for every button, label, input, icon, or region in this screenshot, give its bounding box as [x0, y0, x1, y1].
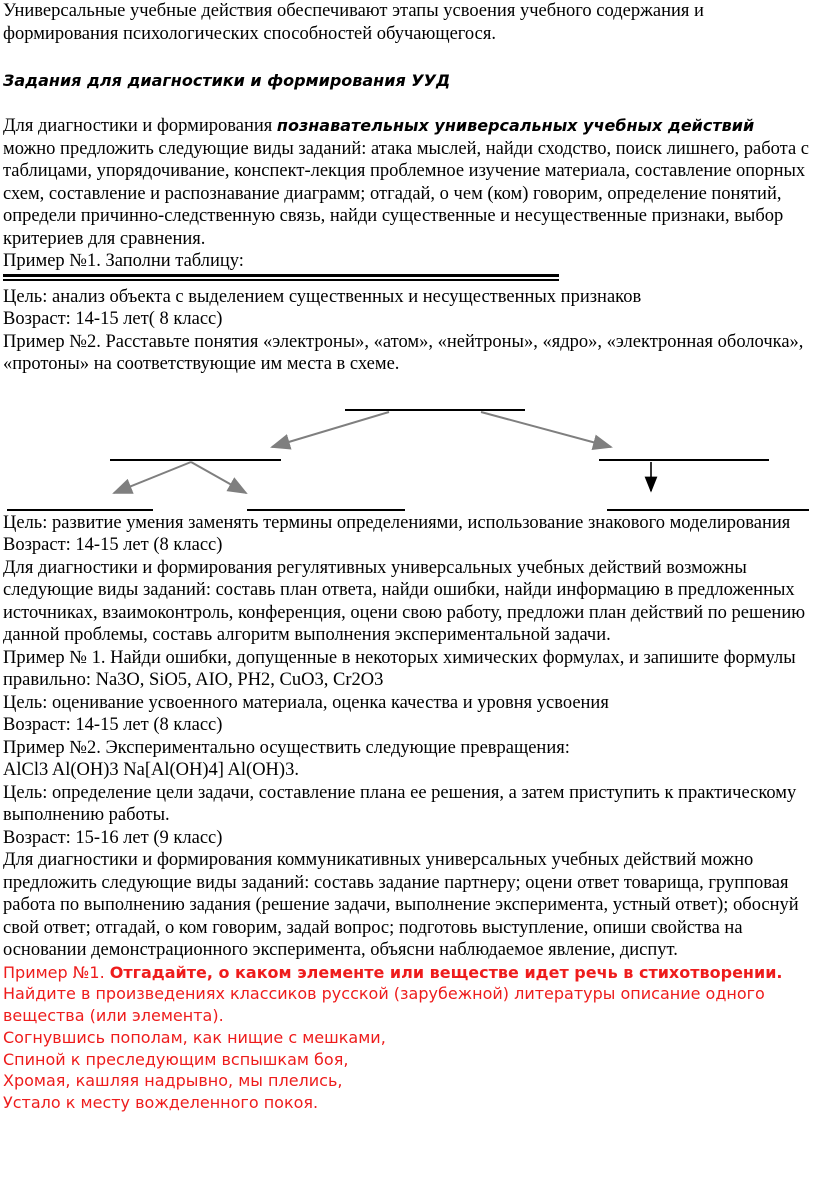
empty-table-border [3, 274, 559, 283]
communicative-example1 [3, 962, 809, 1027]
regulative-example2: Пример №2. Экспериментально осуществить следующие превращения: [3, 737, 570, 758]
communicative-paragraph: Для диагностики и формирования коммуникативных универсальных учебных действий можно предложить следующие виды заданий: составь задание партнеру; оцени ответ товарища, групповая работа по выполнению задания (решение задачи, выполнение эксперимента, устный ответ); обоснуй свой ответ; отгадай, о ком говорим, задай вопрос; подготовь выступление, опиши свойства на основании демонстрационного эксперимента, объясни наблюдаемое явление, диспут. [3, 850, 799, 960]
regulative-example2-age: Возраст: 15-16 лет (9 класс) [3, 827, 223, 848]
arrow-to-bottom-left-2 [191, 462, 246, 493]
comm-example1-bold: Отгадайте, о каком элементе или веществе идет речь в стихотворении. [109, 962, 783, 982]
intro-paragraph: Универсальные учебные действия обеспечивают этапы усвоения учебного содержания и формирования психологических способностей обучающегося. [3, 1, 704, 44]
regulative-paragraph: Для диагностики и формирования регулятивных универсальных учебных действий возможны следующие виды заданий: составь план ответа, найди ошибки, найди информацию в предложенных источниках, взаимоконтроль, конференция, оцени свою работу, предложи план действий по решению данной проблемы, составь алгоритм выполнения экспериментальной задачи. [3, 557, 806, 645]
regulative-example1-age: Возраст: 14-15 лет (8 класс) [3, 715, 223, 735]
example2-age: Возраст: 14-15 лет (8 класс) [3, 535, 223, 555]
regulative-example1-goal: Цель: оценивание усвоенного материала, оценка качества и уровня усвоения [3, 692, 609, 713]
poem-line: Согнувшись пополам, как нищие с мешками, [3, 1027, 386, 1047]
example1-goal: Цель: анализ объекта с выделением существенных и несущественных признаков [3, 286, 642, 307]
arrow-to-bottom-left-1 [114, 462, 191, 493]
example2-title: Пример №2. Расставьте понятия «электроны», «атом», «нейтроны», «ядро», «электронная оболочка», «протоны» на соответствующие им места в схеме. [3, 331, 804, 374]
arrow-to-left-blank [272, 412, 389, 447]
table-border-bottom [3, 279, 559, 281]
document-page [3, 0, 809, 1114]
arrow-to-right-blank [481, 412, 611, 447]
comm-example1-lead: Пример №1. [3, 962, 110, 982]
poem-line: Хромая, кашляя надрывно, мы плелись, [3, 1071, 343, 1091]
cognitive-lead: Для диагностики и формирования [3, 116, 277, 136]
example1-age: Возраст: 14-15 лет( 8 класс) [3, 309, 223, 329]
comm-example1-tail: Найдите в произведениях классиков русской (зарубежной) литературы описание одного вещества (или элемента). [3, 984, 765, 1026]
atom-scheme-diagram [3, 376, 809, 512]
cognitive-paragraph [3, 115, 809, 250]
example2-goal: Цель: развитие умения заменять термины определениями, использование знакового моделирования [3, 512, 791, 533]
cognitive-emphasis: познавательных универсальных учебных действий [276, 116, 755, 135]
poem-line: Спиной к преследующим вспышкам боя, [3, 1049, 349, 1069]
regulative-example2-formula: AlCl3 Al(OH)3 Na[Al(OH)4] Al(OH)3. [3, 760, 299, 780]
poem-line: Устало к месту вожделенного покоя. [3, 1093, 319, 1113]
section-heading: Задания для диагностики и формирования УУД [3, 71, 451, 90]
example1-title: Пример №1. Заполни таблицу: [3, 251, 244, 271]
scheme-svg [3, 376, 809, 512]
regulative-example1: Пример № 1. Найди ошибки, допущенные в некоторых химических формулах, и запишите формулы правильно: Na3O, SiO5, AIO, PH2, CuO3, Cr2O3 [3, 647, 796, 690]
cognitive-tail: можно предложить следующие виды заданий: атака мыслей, найди сходство, поиск лишнего, работа с таблицами, упорядочивание, конспект-лекция проблемное изучение материала, составление опорных схем, составление и распознавание диаграмм; отгадай, о чем (ком) говорим, определение понятий, определи причинно-следственную связь, найди существенные и несущественные признаки, выбор критериев для сравнения. [3, 138, 809, 249]
regulative-example2-goal: Цель: определение цели задачи, составление плана ее решения, а затем приступить к практическому выполнению работы. [3, 782, 797, 825]
table-border-top [3, 274, 559, 277]
